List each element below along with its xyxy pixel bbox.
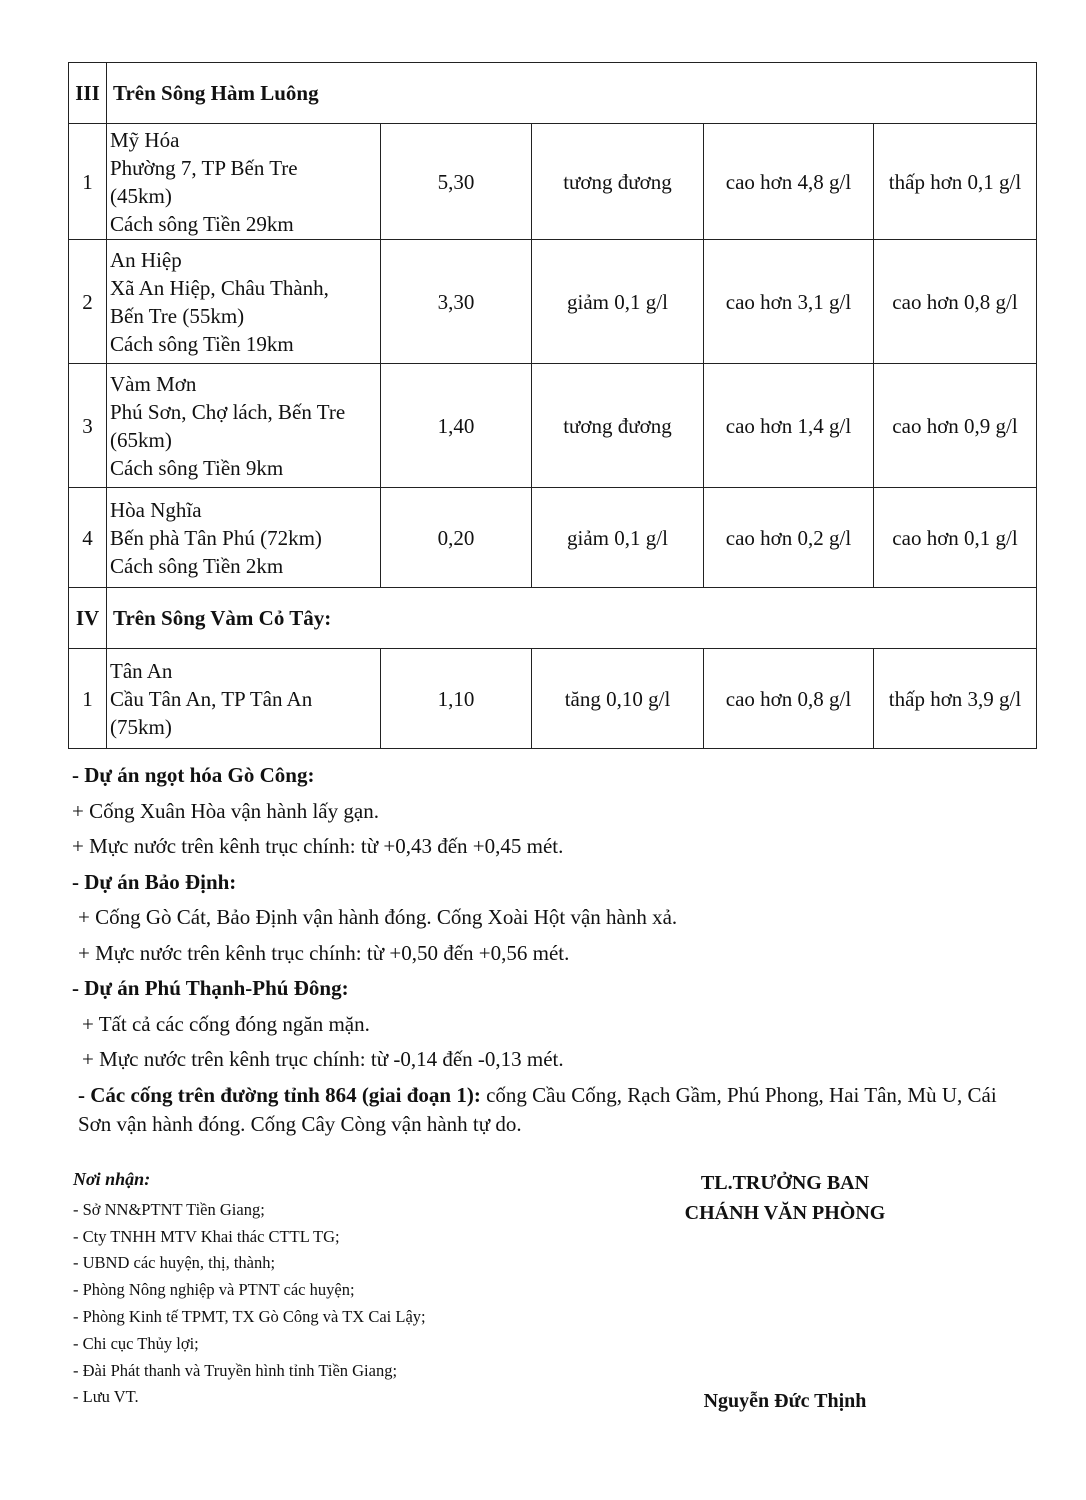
table-row (69, 488, 1037, 588)
change-cell: tăng 0,10 g/l (532, 649, 704, 749)
station-line: (65km) (110, 427, 172, 452)
note-road-864 (72, 1081, 1032, 1139)
signature-title: TL.TRƯỞNG BAN (700, 1172, 870, 1194)
section-row (69, 63, 1037, 124)
station-line: An Hiệp (110, 247, 182, 272)
change-cell: giảm 0,1 g/l (532, 488, 704, 588)
compare-cell-1: cao hơn 4,8 g/l (704, 124, 874, 240)
salinity-value: 1,10 (381, 649, 532, 749)
station-cell (107, 124, 381, 240)
row-number: 4 (69, 488, 107, 588)
station-line: Cách sông Tiền 9km (110, 455, 284, 480)
salinity-value: 5,30 (381, 124, 532, 240)
section-title: Trên Sông Hàm Luông (107, 63, 1037, 124)
station-cell (107, 240, 381, 364)
table-row (69, 649, 1037, 749)
note-item: + Tất cả các cống đóng ngăn mặn. (82, 1011, 370, 1036)
recipient-item: - Sở NN&PTNT Tiền Giang; (73, 1199, 265, 1219)
station-line: Bến Tre (55km) (110, 303, 245, 328)
change-cell: tương đương (532, 364, 704, 488)
note-road-864-text: cống Cầu Cống, Rạch Gầm, Phú Phong, Hai Tân, Mù U, Cái Sơn vận hành đóng. Cống Cây Còng vận hành tự do. (78, 1082, 997, 1136)
compare-cell-2: cao hơn 0,9 g/l (874, 364, 1037, 488)
recipient-item: - UBND các huyện, thị, thành; (73, 1253, 276, 1273)
recipient-item: - Phòng Kinh tế TPMT, TX Gò Công và TX Cai Lậy; (73, 1306, 426, 1326)
recipients-title: Nơi nhận: (73, 1169, 151, 1189)
station-cell (107, 488, 381, 588)
station-line: Cách sông Tiền 29km (110, 211, 294, 236)
table-row (69, 364, 1037, 488)
recipient-item: - Cty TNHH MTV Khai thác CTTL TG; (73, 1226, 340, 1246)
table-row (69, 240, 1037, 364)
section-title: Trên Sông Vàm Cỏ Tây: (107, 588, 1037, 649)
note-item: + Cống Gò Cát, Bảo Định vận hành đóng. Cống Xoài Hột vận hành xả. (78, 905, 678, 929)
note-item: + Mực nước trên kênh trục chính: từ +0,50 đến +0,56 mét. (78, 940, 570, 965)
note-heading-bao-dinh: - Dự án Bảo Định: (72, 869, 237, 894)
note-item: + Mực nước trên kênh trục chính: từ +0,43 đến +0,45 mét. (72, 834, 564, 858)
table-row (69, 124, 1037, 240)
signature-subtitle: CHÁNH VĂN PHÒNG (684, 1202, 886, 1224)
salinity-value: 0,20 (381, 488, 532, 588)
salinity-value: 3,30 (381, 240, 532, 364)
note-item: + Cống Xuân Hòa vận hành lấy gạn. (72, 798, 379, 823)
section-row (69, 588, 1037, 649)
change-cell: giảm 0,1 g/l (532, 240, 704, 364)
compare-cell-2: cao hơn 0,1 g/l (874, 488, 1037, 588)
section-number: IV (69, 588, 107, 649)
change-cell: tương đương (532, 124, 704, 240)
station-line: Cách sông Tiền 2km (110, 553, 284, 578)
note-road-864-heading: - Các cống trên đường tỉnh 864 (giai đoạn 1): (78, 1082, 481, 1107)
station-line: Vàm Mơn (110, 371, 197, 396)
station-line: Tân An (110, 658, 173, 683)
compare-cell-1: cao hơn 0,2 g/l (704, 488, 874, 588)
station-line: Hòa Nghĩa (110, 497, 202, 522)
salinity-table (68, 62, 1037, 749)
row-number: 1 (69, 124, 107, 240)
notes-section (72, 758, 1032, 1139)
recipient-item: - Đài Phát thanh và Truyền hình tỉnh Tiền Giang; (73, 1360, 398, 1380)
salinity-value: 1,40 (381, 364, 532, 488)
compare-cell-1: cao hơn 1,4 g/l (704, 364, 874, 488)
compare-cell-2: thấp hơn 3,9 g/l (874, 649, 1037, 749)
signer-name: Nguyễn Đức Thịnh (703, 1390, 867, 1412)
station-cell (107, 364, 381, 488)
recipients-block (73, 1166, 593, 1411)
compare-cell-1: cao hơn 3,1 g/l (704, 240, 874, 364)
recipient-item: - Phòng Nông nghiệp và PTNT các huyện; (73, 1280, 355, 1300)
station-line: Cách sông Tiền 19km (110, 331, 294, 356)
section-number: III (69, 63, 107, 124)
station-line: (75km) (110, 714, 172, 739)
station-line: (45km) (110, 183, 172, 208)
compare-cell-2: thấp hơn 0,1 g/l (874, 124, 1037, 240)
row-number: 1 (69, 649, 107, 749)
station-line: Phường 7, TP Bến Tre (110, 155, 298, 180)
station-line: Bến phà Tân Phú (72km) (110, 525, 322, 550)
station-line: Cầu Tân An, TP Tân An (110, 686, 313, 711)
compare-cell-1: cao hơn 0,8 g/l (704, 649, 874, 749)
recipient-item: - Chi cục Thủy lợi; (73, 1333, 199, 1353)
station-cell (107, 649, 381, 749)
recipient-item: - Lưu VT. (73, 1387, 139, 1407)
signature-block (640, 1168, 930, 1228)
station-line: Xã An Hiệp, Châu Thành, (110, 275, 329, 300)
compare-cell-2: cao hơn 0,8 g/l (874, 240, 1037, 364)
note-heading-phu-thanh: - Dự án Phú Thạnh-Phú Đông: (72, 976, 349, 1000)
note-item: + Mực nước trên kênh trục chính: từ -0,14 đến -0,13 mét. (82, 1047, 564, 1071)
station-line: Phú Sơn, Chợ lách, Bến Tre (110, 399, 346, 424)
note-heading-go-cong: - Dự án ngọt hóa Gò Công: (72, 763, 315, 787)
station-line: Mỹ Hóa (110, 127, 180, 152)
row-number: 2 (69, 240, 107, 364)
row-number: 3 (69, 364, 107, 488)
